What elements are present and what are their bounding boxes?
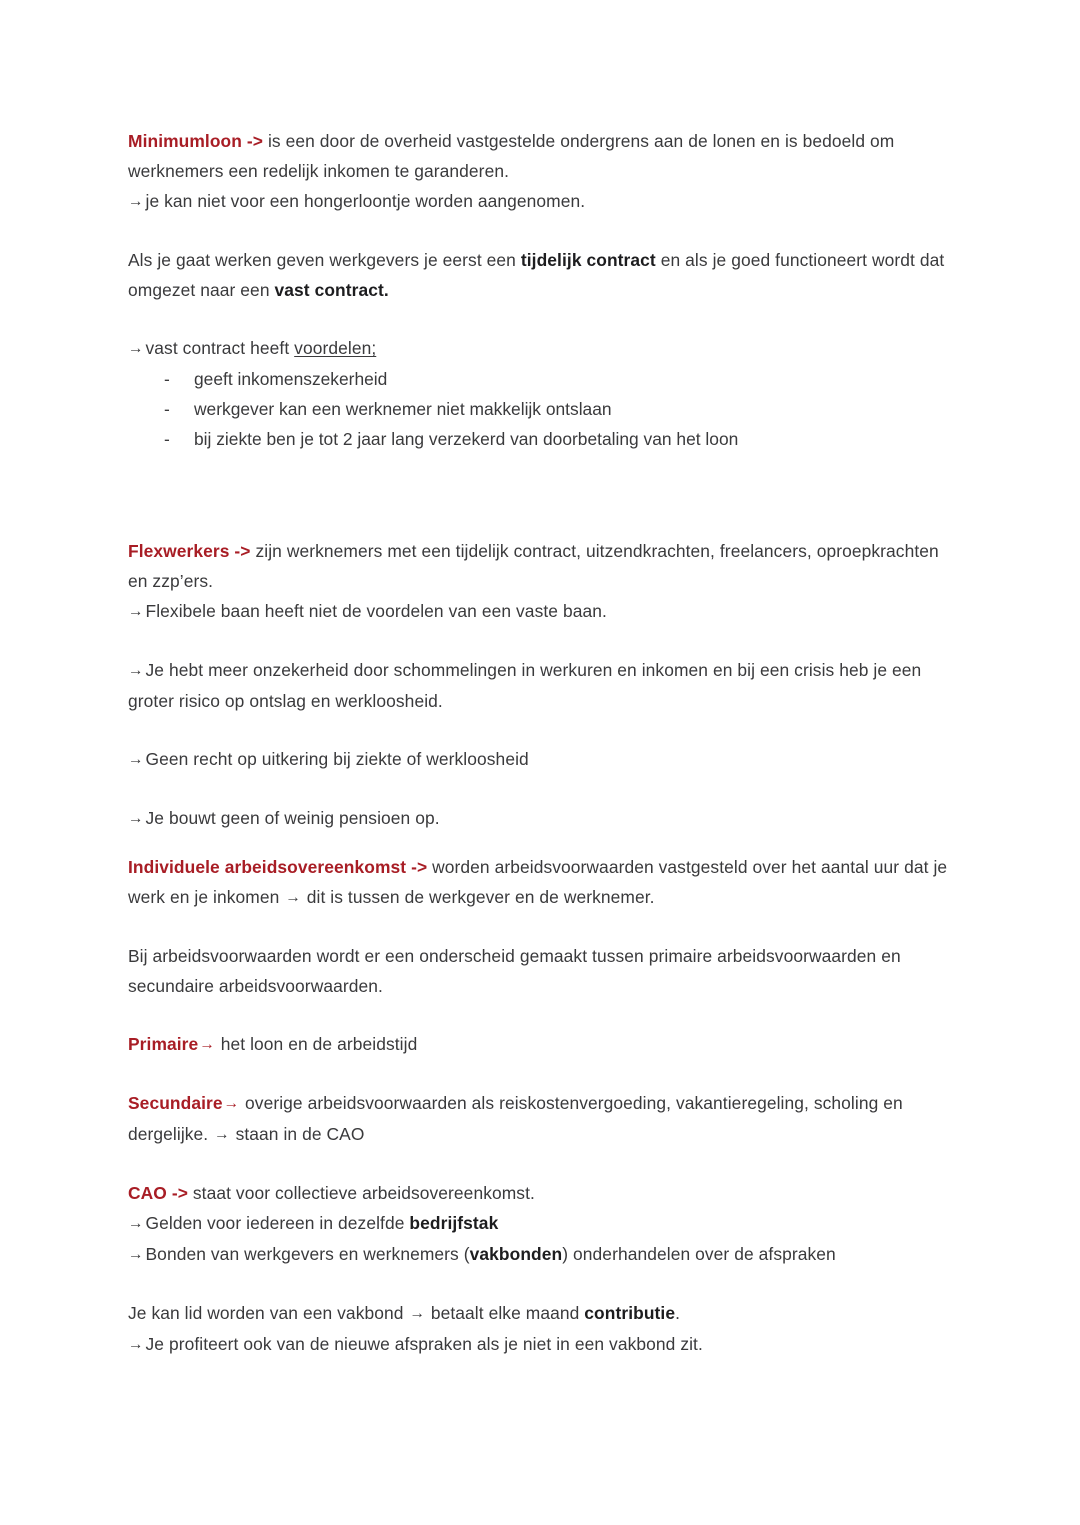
definition-secundaire-part1: overige arbeidsvoorwaarden als reiskostenvergoeding, vakantieregeling, scholing en dergelijke.: [128, 1093, 903, 1144]
dash-icon: -: [164, 429, 170, 449]
definition-secundaire-part2: staan in de CAO: [230, 1124, 365, 1144]
arrow-icon: →: [128, 751, 144, 768]
arrow-icon: →: [128, 193, 144, 210]
note-cao-2-bold: vakbonden: [469, 1244, 563, 1264]
paragraph-contracten: [128, 245, 960, 305]
spacer: [128, 775, 960, 803]
vakbond-line1-part3: .: [675, 1303, 681, 1323]
arrow-icon: →: [128, 603, 144, 620]
note-cao-2-after: ) onderhandelen over de afspraken: [562, 1244, 836, 1264]
lead-voordelen-before: vast contract heeft: [145, 338, 295, 358]
paragraph-flexwerkers: [128, 536, 960, 596]
list-voordelen: [128, 364, 960, 454]
definition-individuele-part1: worden arbeidsvoorwaarden vastgesteld over het aantal uur dat je werk en je inkomen: [128, 857, 948, 907]
arrow-icon: →: [285, 889, 301, 906]
paragraph-minimumloon: [128, 126, 960, 186]
paragraph-individuele-arbeidsovereenkomst: [128, 852, 960, 913]
paragraph-secundaire: [128, 1088, 960, 1150]
spacer: [128, 1270, 960, 1298]
term-cao: CAO ->: [128, 1183, 188, 1203]
note-cao-1-before: Gelden voor iedereen in dezelfde: [145, 1213, 410, 1233]
spacer: [128, 1001, 960, 1029]
arrow-icon: →: [214, 1126, 230, 1143]
note-cao-1: [128, 1208, 960, 1239]
definition-individuele-part2: dit is tussen de werkgever en de werknemer.: [301, 887, 655, 907]
spacer: [128, 305, 960, 333]
arrow-icon: →: [223, 1095, 240, 1112]
spacer: [128, 834, 960, 852]
spacer: [128, 1060, 960, 1088]
spacer: [128, 716, 960, 744]
contracten-bold-tijdelijk: tijdelijk contract: [520, 250, 656, 270]
arrow-icon: →: [128, 1215, 144, 1232]
document-content: [128, 126, 960, 1360]
definition-minimumloon: is een door de overheid vastgestelde ondergrens aan de lonen en is bedoeld om werknemers een redelijk inkomen te garanderen.: [128, 131, 895, 181]
paragraph-vakbond-1: [128, 1298, 960, 1329]
note-flexwerkers-2: [128, 655, 960, 716]
paragraph-primaire: [128, 1029, 960, 1060]
arrow-icon: →: [128, 1336, 144, 1353]
note-flexwerkers-4-text: Je bouwt geen of weinig pensioen op.: [145, 808, 440, 828]
arrow-icon: →: [199, 1036, 215, 1053]
list-item-label: geeft inkomenszekerheid: [194, 369, 388, 389]
paragraph-arbeidsvoorwaarden-onderscheid: Bij arbeidsvoorwaarden wordt er een onderscheid gemaakt tussen primaire arbeidsvoorwaarden en secundaire arbeidsvoorwaarden.: [128, 946, 901, 996]
dash-icon: -: [164, 369, 170, 389]
term-individuele-arbeidsovereenkomst: Individuele arbeidsovereenkomst ->: [128, 857, 428, 877]
note-minimumloon: [128, 186, 960, 217]
paragraph-cao: [128, 1178, 960, 1208]
term-minimumloon: Minimumloon ->: [128, 131, 264, 151]
term-primaire: Primaire: [128, 1034, 199, 1054]
note-flexwerkers-2-text: Je hebt meer onzekerheid door schommelingen in werkuren en inkomen en bij een crisis heb je een groter risico op ontslag en werkloosheid.: [128, 660, 922, 711]
term-flexwerkers: Flexwerkers ->: [128, 541, 251, 561]
note-cao-1-bold: bedrijfstak: [409, 1213, 499, 1233]
lead-voordelen-underlined: voordelen;: [294, 338, 377, 358]
note-flexwerkers-3-text: Geen recht op uitkering bij ziekte of werkloosheid: [145, 749, 529, 769]
term-secundaire: Secundaire: [128, 1093, 223, 1113]
note-cao-2-before: Bonden van werkgevers en werknemers (: [145, 1244, 470, 1264]
vakbond-line1-part1: Je kan lid worden van een vakbond: [128, 1303, 409, 1323]
contracten-bold-vast: vast contract.: [274, 280, 389, 300]
note-flexwerkers-3: [128, 744, 960, 775]
spacer: [128, 454, 960, 536]
spacer: [128, 1150, 960, 1178]
note-flexwerkers-1-text: Flexibele baan heeft niet de voordelen van een vaste baan.: [145, 601, 607, 621]
vakbond-line2-text: Je profiteert ook van de nieuwe afspraken als je niet in een vakbond zit.: [145, 1334, 703, 1354]
note-flexwerkers-1: [128, 596, 960, 627]
vakbond-line1-part2: betaalt elke maand: [425, 1303, 585, 1323]
list-item: [128, 424, 960, 454]
arrow-icon: →: [128, 662, 144, 679]
list-item-label: bij ziekte ben je tot 2 jaar lang verzekerd van doorbetaling van het loon: [194, 429, 739, 449]
vakbond-line1-bold: contributie: [584, 1303, 676, 1323]
definition-flexwerkers: zijn werknemers met een tijdelijk contract, uitzendkrachten, freelancers, oproepkrachten en zzp’ers.: [128, 541, 939, 591]
paragraph-vakbond-2: [128, 1329, 960, 1360]
contracten-part1: Als je gaat werken geven werkgevers je eerst een: [128, 250, 521, 270]
spacer: [128, 217, 960, 245]
arrow-icon: →: [128, 810, 144, 827]
list-item: [128, 394, 960, 424]
list-item-label: werkgever kan een werknemer niet makkelijk ontslaan: [194, 399, 612, 419]
dash-icon: -: [164, 399, 170, 419]
list-item: [128, 364, 960, 394]
contracten-part2: en als je goed functioneert wordt dat omgezet naar een: [128, 250, 945, 300]
arrow-icon: →: [128, 1246, 144, 1263]
definition-primaire: het loon en de arbeidstijd: [215, 1034, 418, 1054]
arrow-icon: →: [409, 1305, 425, 1322]
definition-cao: staat voor collectieve arbeidsovereenkomst.: [187, 1183, 535, 1203]
lead-voordelen: [128, 333, 960, 364]
note-flexwerkers-4: [128, 803, 960, 834]
spacer: [128, 913, 960, 941]
note-minimumloon-text: je kan niet voor een hongerloontje worden aangenomen.: [145, 191, 586, 211]
note-cao-2: [128, 1239, 960, 1270]
spacer: [128, 627, 960, 655]
arrow-icon: →: [128, 340, 144, 357]
